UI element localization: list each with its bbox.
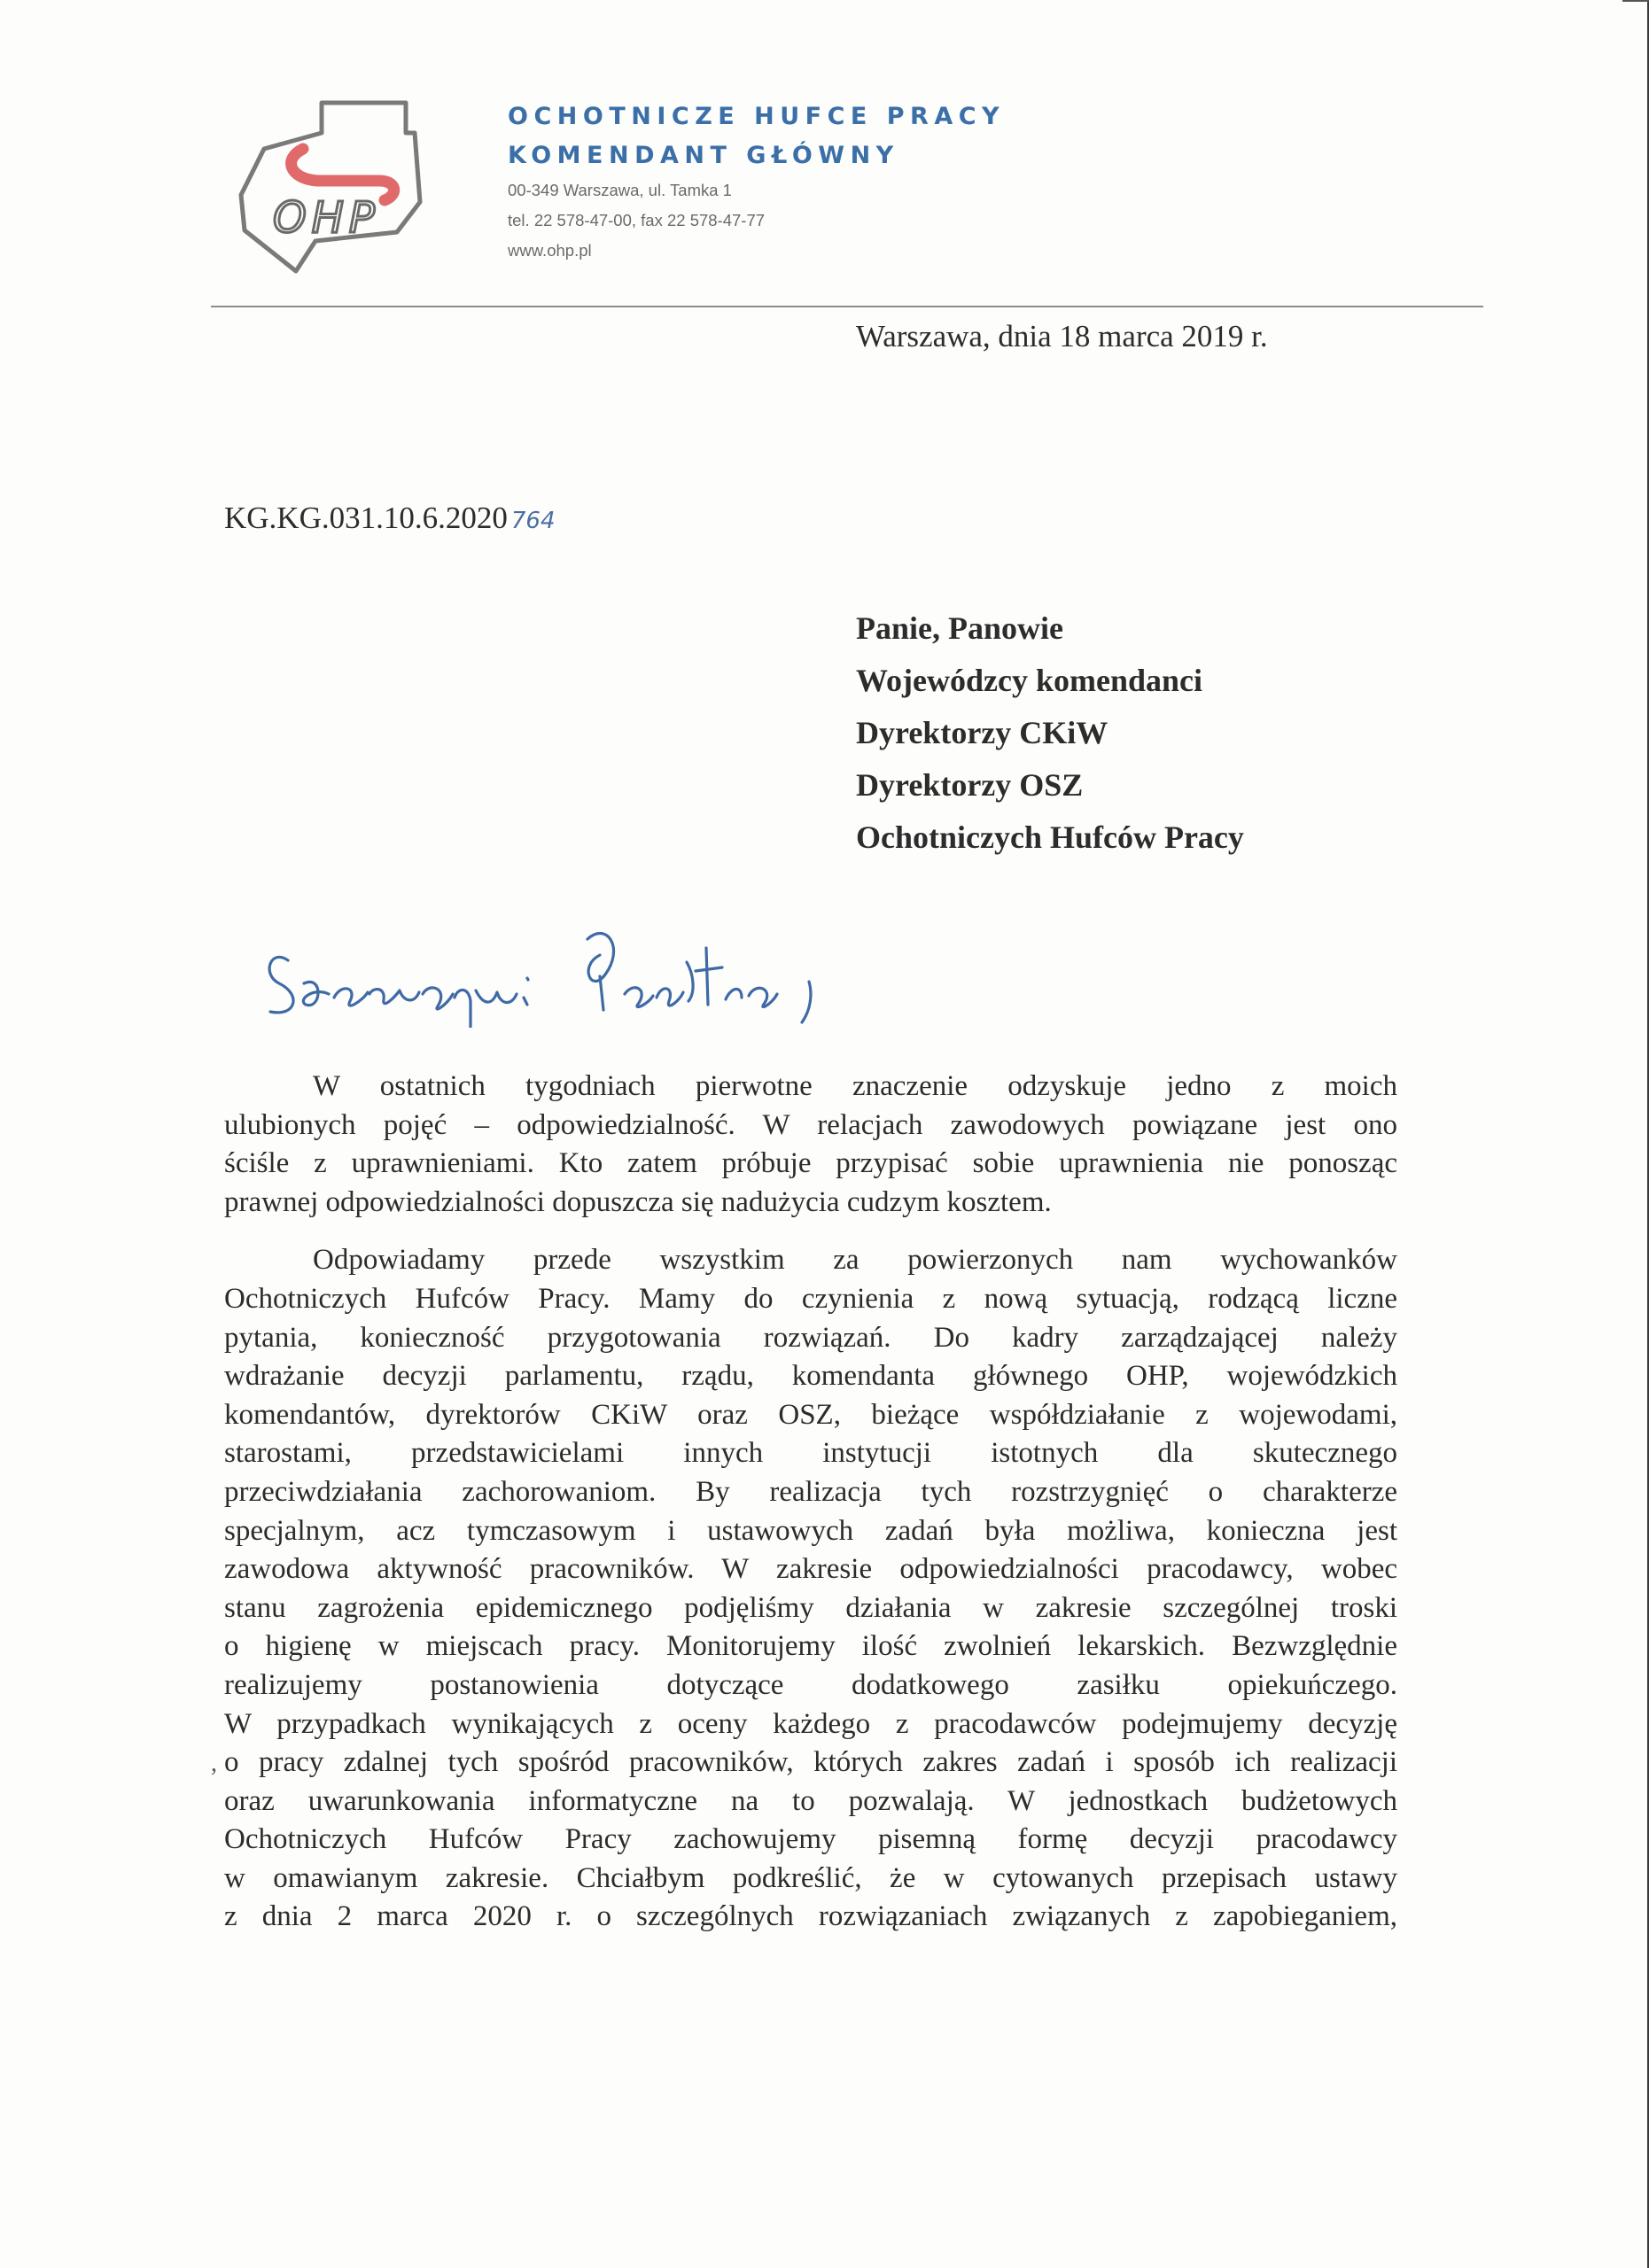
org-name-line2: KOMENDANT GŁÓWNY bbox=[508, 142, 899, 169]
text-line: Ochotniczych Hufców Pracy zachowujemy pisemną formę decyzji pracodawcy bbox=[224, 1823, 1397, 1856]
text-line: specjalnym, acz tymczasowym i ustawowych zadań była możliwa, konieczna jest bbox=[224, 1514, 1397, 1547]
reference-handwritten: 764 bbox=[510, 508, 556, 534]
reference-number bbox=[224, 501, 556, 536]
text-line: zawodowa aktywność pracowników. W zakresie odpowiedzialności pracodawcy, wobec bbox=[224, 1553, 1397, 1586]
recipient-line: Panie, Panowie bbox=[856, 610, 1063, 646]
paragraph-2 bbox=[224, 1241, 1397, 1937]
recipient-line: Wojewódzcy komendanci bbox=[856, 663, 1202, 698]
text-line: przeciwdziałania zachorowaniom. By realizacja tych rozstrzygnięć o charakterze bbox=[224, 1475, 1397, 1508]
website: www.ohp.pl bbox=[508, 241, 592, 260]
text-line: pytania, konieczność przygotowania rozwiązań. Do kadry zarządzającej należy bbox=[224, 1321, 1397, 1354]
organization-name bbox=[508, 97, 1005, 175]
phone-fax: tel. 22 578-47-00, fax 22 578-47-77 bbox=[508, 211, 766, 229]
handwritten-salutation bbox=[253, 913, 908, 1028]
recipient-line: Dyrektorzy CKiW bbox=[856, 715, 1108, 750]
recipient-line: Dyrektorzy OSZ bbox=[856, 767, 1084, 803]
text-line: Odpowiadamy przede wszystkim za powierzonych nam wychowanków bbox=[313, 1244, 1397, 1277]
contact-info bbox=[508, 175, 765, 266]
reference-code: KG.KG.031.10.6.2020 bbox=[224, 501, 508, 535]
text-line: o higienę w miejscach pracy. Monitorujemy ilość zwolnień lekarskich. Bezwzględnie bbox=[224, 1630, 1397, 1663]
paragraph-1 bbox=[224, 1068, 1397, 1222]
text-line: starostami, przedstawicielami innych instytucji istotnych dla skutecznego bbox=[224, 1437, 1397, 1470]
scan-edge-top bbox=[1622, 0, 1649, 2]
text-line: stanu zagrożenia epidemicznego podjęliśmy działania w zakresie szczególnej troski bbox=[224, 1591, 1397, 1624]
org-name-line1: OCHOTNICZE HUFCE PRACY bbox=[508, 103, 1006, 130]
text-line: w omawianym zakresie. Chciałbym podkreślić, że w cytowanych przepisach ustawy bbox=[224, 1861, 1397, 1894]
text-line: oraz uwarunkowania informatyczne na to pozwalają. W jednostkach budżetowych bbox=[224, 1784, 1397, 1817]
text-line: o pracy zdalnej tych spośród pracowników, których zakres zadań i sposób ich realizacji bbox=[224, 1746, 1397, 1779]
text-line: wdrażanie decyzji parlamentu, rządu, komendanta głównego OHP, wojewódzkich bbox=[224, 1360, 1397, 1393]
text-line: W ostatnich tygodniach pierwotne znaczenie odzyskuje jedno z moich bbox=[313, 1070, 1397, 1102]
text-line: z dnia 2 marca 2020 r. o szczególnych rozwiązaniach związanych z zapobieganiem, bbox=[224, 1900, 1397, 1933]
text-line: Ochotniczych Hufców Pracy. Mamy do czynienia z nową sytuacją, rodzącą liczne bbox=[224, 1282, 1397, 1315]
text-line: ulubionych pojęć – odpowiedzialność. W relacjach zawodowych powiązane jest ono bbox=[224, 1108, 1397, 1141]
text-line: realizujemy postanowienia dotyczące dodatkowego zasiłku opiekuńczego. bbox=[224, 1668, 1397, 1701]
recipients-block bbox=[856, 602, 1244, 864]
logo-letters: OHP bbox=[273, 193, 380, 243]
address: 00-349 Warszawa, ul. Tamka 1 bbox=[508, 181, 732, 199]
text-line: ściśle z uprawnieniami. Kto zatem próbuje przypisać sobie uprawnienia nie ponosząc bbox=[224, 1147, 1397, 1180]
text-line: komendantów, dyrektorów CKiW oraz OSZ, bieżące współdziałanie z wojewodami, bbox=[224, 1398, 1397, 1431]
margin-mark: , bbox=[211, 1750, 217, 1777]
date-line: Warszawa, dnia 18 marca 2019 r. bbox=[856, 319, 1268, 353]
text-line: prawnej odpowiedzialności dopuszcza się nadużycia cudzym kosztem. bbox=[224, 1185, 1052, 1218]
ohp-logo bbox=[237, 97, 424, 275]
letter-body bbox=[224, 1068, 1397, 1956]
header-divider bbox=[211, 306, 1483, 307]
recipient-line: Ochotniczych Hufców Pracy bbox=[856, 819, 1244, 855]
text-line: W przypadkach wynikających z oceny każdego z pracodawców podejmujemy decyzję bbox=[224, 1707, 1397, 1740]
